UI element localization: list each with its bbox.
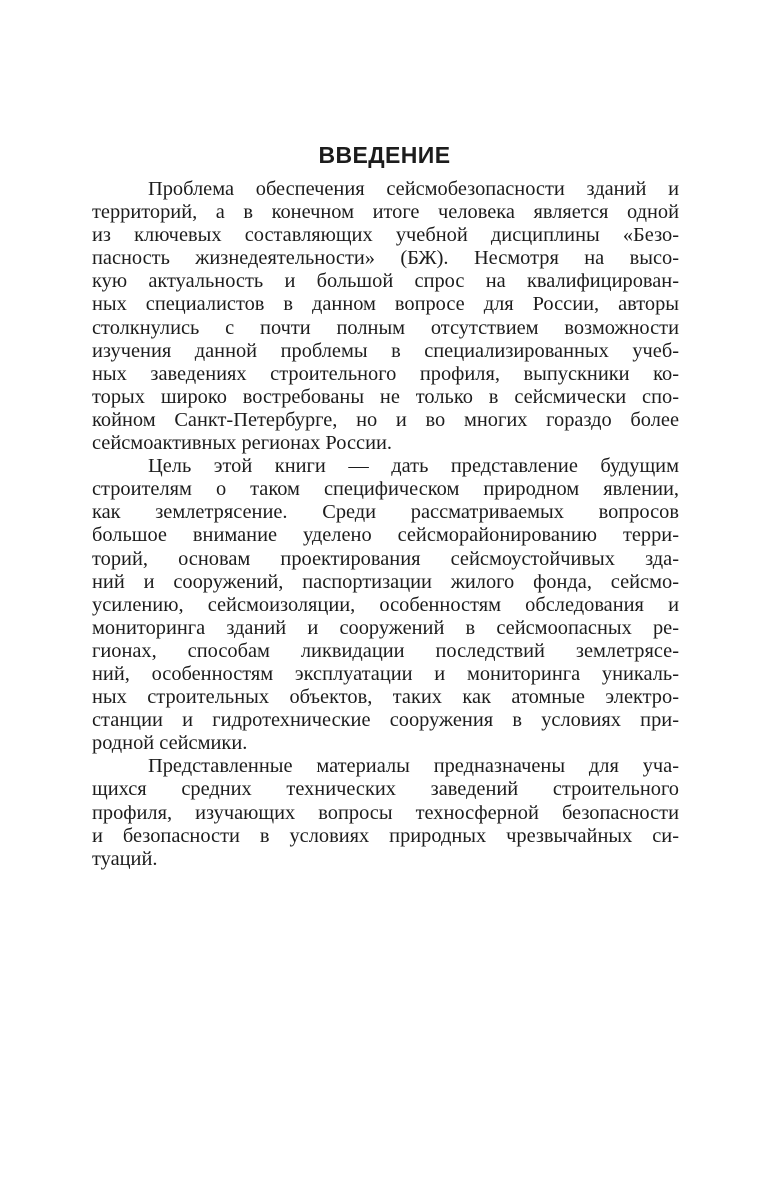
text-line: ных специалистов в данном вопросе для России, авторы — [92, 293, 679, 316]
text-line: торий, основам проектирования сейсмоустойчивых зда- — [92, 547, 679, 570]
text-line: станции и гидротехнические сооружения в условиях при- — [92, 709, 679, 732]
text-line: профиля, изучающих вопросы техносферной безопасности — [92, 801, 679, 824]
text-line: Представленные материалы предназначены для уча- — [148, 755, 679, 778]
text-line: туаций. — [92, 847, 158, 870]
text-line: из ключевых составляющих учебной дисциплины «Безо- — [92, 224, 679, 247]
text-line: ний и сооружений, паспортизации жилого фонда, сейсмо- — [92, 570, 679, 593]
text-line: родной сейсмики. — [92, 732, 248, 755]
text-line: ний, особенностям эксплуатации и мониторинга уникаль- — [92, 662, 679, 685]
text-line: территорий, а в конечном итоге человека является одной — [92, 201, 679, 224]
text-line: большое внимание уделено сейсморайонированию терри- — [92, 524, 679, 547]
text-line: торых широко востребованы не только в сейсмически спо- — [92, 385, 679, 408]
paragraph-2 — [92, 455, 679, 755]
paragraph-1 — [92, 178, 679, 455]
text-line: Проблема обеспечения сейсмобезопасности зданий и — [148, 178, 679, 200]
text-line: пасность жизнедеятельности» (БЖ). Несмотря на высо- — [92, 247, 679, 270]
text-line: щихся средних технических заведений строительного — [92, 778, 679, 801]
text-line: ных строительных объектов, таких как атомные электро- — [92, 686, 679, 709]
text-line: как землетрясение. Среди рассматриваемых вопросов — [92, 501, 679, 524]
text-line: усилению, сейсмоизоляции, особенностям обследования и — [92, 593, 679, 616]
text-line: койном Санкт-Петербурге, но и во многих гораздо более — [92, 408, 679, 431]
text-line: ных заведениях строительного профиля, выпускники ко- — [92, 362, 679, 385]
text-line: и безопасности в условиях природных чрезвычайных си- — [92, 824, 679, 847]
text-line: кую актуальность и большой спрос на квалифицирован- — [92, 270, 679, 293]
text-line: гионах, способам ликвидации последствий землетрясе- — [92, 639, 679, 662]
text-line: Цель этой книги — дать представление будущим — [148, 455, 679, 478]
text-line: столкнулись с почти полным отсутствием возможности — [92, 316, 679, 339]
chapter-body — [92, 178, 679, 871]
text-line: сейсмоактивных регионах России. — [92, 432, 392, 455]
text-line: строителям о таком специфическом природном явлении, — [92, 478, 679, 501]
text-line: изучения данной проблемы в специализированных учеб- — [92, 339, 679, 362]
text-line: мониторинга зданий и сооружений в сейсмоопасных ре- — [92, 616, 679, 639]
paragraph-3 — [92, 755, 679, 870]
chapter-title: ВВЕДЕНИЕ — [318, 142, 451, 168]
